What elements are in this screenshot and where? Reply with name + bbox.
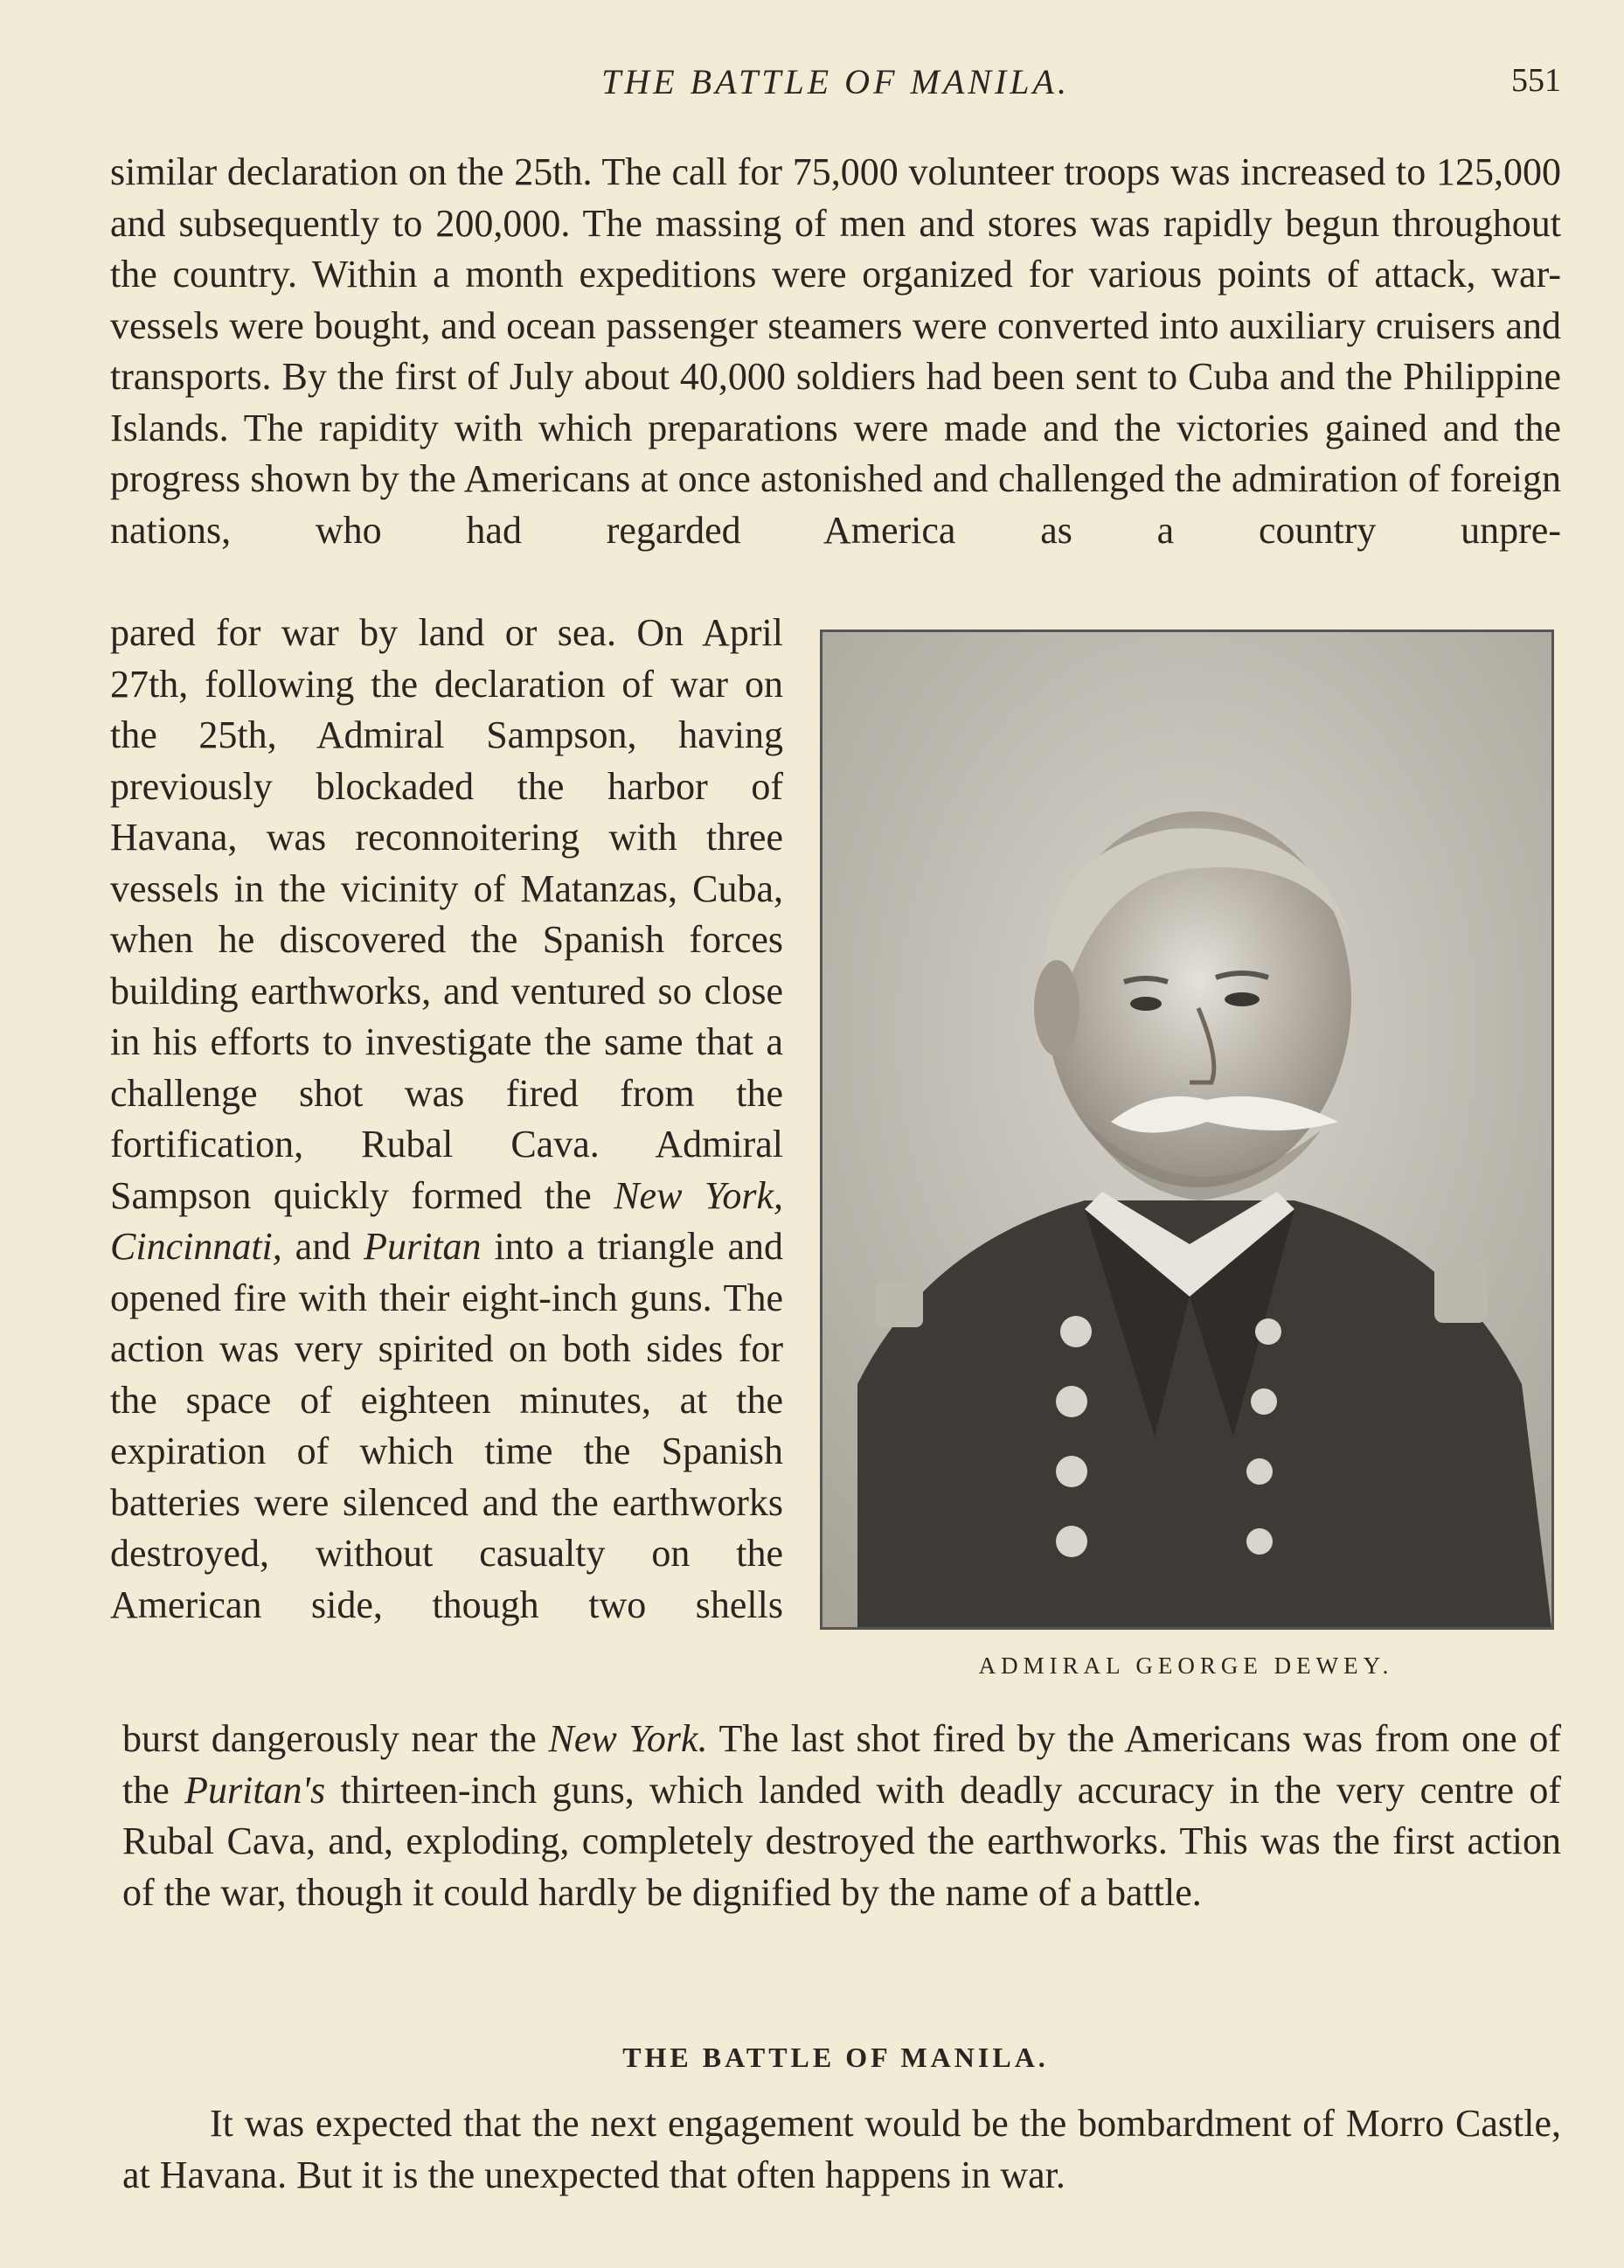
after-text-a: burst dangerously near the: [122, 1717, 537, 1760]
side-text-a: pared for war by land or sea. On April 27th, following the declaration of war on the 25th, Admiral Sampson, having previously blockaded the harbor of Havana, was reconnoitering with three vessels in the vicinity of Matanzas, Cuba, when he discovered the Spanish forces building earthworks, and ventured so close in his efforts to investigate the same that a challenge shot was fired from the fortification, Rubal Cava. Admiral Sampson quickly formed the: [110, 611, 783, 1217]
portrait-photo: [820, 630, 1554, 1630]
portrait-illustration: [822, 632, 1551, 1627]
paragraph-opening: similar declaration on the 25th. The call for 75,000 volunteer troops was increased to 125,000 and subsequently to 200,000. The massing of men and stores was rapidly begun throughout the country. Within a month expeditions were organized for various points of attack, war-vessels were bought, and ocean passenger steamers were converted into auxiliary cruisers and transports. By the first of July about 40,000 soldiers had been sent to Cuba and the Philippine Islands. The rapidity with which preparations were made and the victories gained and the progress shown by the Americans at once astonished and challenged the admiration of foreign nations, who had regarded America as a country unpre-: [110, 150, 1561, 552]
section-heading: THE BATTLE OF MANILA.: [622, 2042, 1049, 2073]
running-head: [110, 61, 1561, 114]
ship-name-new-york-repeat: New York.: [548, 1717, 708, 1760]
side-text-b: into a triangle and opened fire with their eight-inch guns. The action was very spirited on both sides for the space of eighteen minutes, at the expiration of which time the Spanish batteries were silenced and the earthworks destroyed, without casualty on the American side, though two shells: [110, 1225, 783, 1626]
after-text-c: thirteen-inch guns, which landed with deadly accuracy in the very centre of Rubal Cava, and, exploding, completely destroyed the earthworks. This was the first action of the war, though it could hardly be dignified by the name of a battle.: [122, 1768, 1562, 1914]
after-text-b: The last shot fired by the Americans was from one of the: [122, 1717, 1561, 1812]
page-number: 551: [1511, 62, 1561, 99]
conjunction: and: [295, 1225, 351, 1268]
portrait-caption: ADMIRAL GEORGE DEWEY.: [978, 1652, 1394, 1679]
paragraph-continuation: [122, 1714, 1561, 1918]
ship-name-puritans: Puritan's: [184, 1768, 326, 1812]
running-title: THE BATTLE OF MANILA.: [601, 62, 1070, 101]
paragraph-side-column: [110, 608, 783, 1631]
paragraph-battle-of-manila: It was expected that the next engagement would be the bombardment of Morro Castle, at Havana. But it is the unexpected that often happens in war.: [122, 2102, 1561, 2196]
ship-name-new-york: New York,: [614, 1173, 784, 1217]
ship-name-puritan: Puritan: [364, 1225, 482, 1268]
ship-name-cincinnati: Cincinnati,: [110, 1225, 282, 1268]
portrait-figure: [820, 630, 1552, 1679]
